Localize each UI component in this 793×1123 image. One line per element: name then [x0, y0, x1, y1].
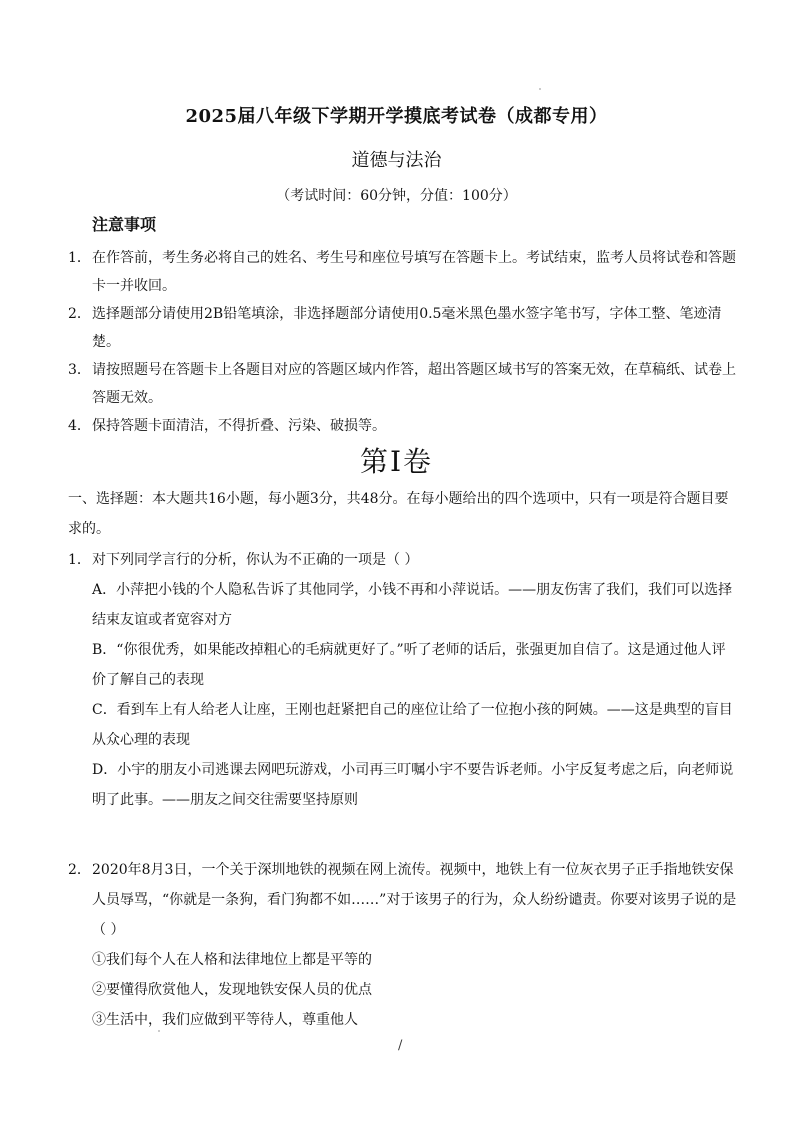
notice-number: 2．	[68, 306, 91, 322]
notice-item	[68, 356, 738, 412]
section-title: 第Ⅰ卷	[359, 445, 434, 478]
notice-text: 选择题部分请使用2B铅笔填涂，非选择题部分请使用0.5毫米黑色墨水签字笔书写，字体工整、笔迹清楚。	[92, 306, 722, 350]
section-intro: 一、选择题：本大题共16小题，每小题3分，共48分。在每小题给出的四个选项中，只有一项是符合题目要求的。	[68, 491, 729, 537]
notice-text: 在作答前，考生务必将自己的姓名、考生号和座位号填写在答题卡上。考试结束，监考人员将试卷和答题卡一并收回。	[92, 250, 736, 294]
option-c: C．看到车上有人给老人让座，王刚也赶紧把自己的座位让给了一位抱小孩的阿姨。——这是典型的盲目从众心理的表现	[92, 702, 733, 748]
statement-3: ③生活中，我们应做到平等待人，尊重他人	[92, 1012, 358, 1028]
page-footer-mark: /	[398, 1038, 403, 1053]
option-a: A．小萍把小钱的个人隐私告诉了其他同学，小钱不再和小萍说话。——朋友伤害了我们，我们可以选择结束友谊或者宽容对方	[92, 582, 733, 628]
notice-number: 3．	[68, 362, 91, 378]
exam-title: 2025届八年级下学期开学摸底考试卷（成都专用）	[185, 106, 608, 127]
statement-list	[68, 945, 738, 1035]
notice-item	[68, 244, 738, 300]
statement-2: ②要懂得欣赏他人，发现地铁安保人员的优点	[92, 982, 372, 998]
notice-number: 4．	[68, 418, 91, 434]
notice-item	[68, 300, 738, 356]
question-text: 对下列同学言行的分析，你认为不正确的一项是（ ）	[92, 552, 419, 568]
notice-text: 保持答题卡面清洁，不得折叠、污染、破损等。	[92, 418, 386, 434]
question-text: 2020年8月3日，一个关于深圳地铁的视频在网上流传。视频中，地铁上有一位灰衣男子正手指地铁安保人员辱骂，“你就是一条狗，看门狗都不如……”对于该男子的行为，众人纷纷谴责。你要对该男子说的是（ ）	[92, 862, 737, 938]
question-stem	[68, 855, 738, 945]
notice-heading: 注意事项	[92, 215, 157, 234]
question-1	[68, 545, 738, 815]
scan-speck	[539, 88, 541, 90]
notice-text: 请按照题号在答题卡上各题目对应的答题区域内作答，超出答题区域书写的答案无效，在草稿纸、试卷上答题无效。	[92, 362, 736, 406]
notice-item	[68, 412, 738, 440]
option-d: D．小宇的朋友小司逃课去网吧玩游戏，小司再三叮嘱小宇不要告诉老师。小宇反复考虑之后，向老师说明了此事。——朋友之间交往需要坚持原则	[92, 762, 734, 808]
option-list	[68, 575, 738, 815]
question-number: 2．	[68, 862, 91, 878]
exam-meta: （考试时间：60分钟，分值：100分）	[276, 188, 517, 204]
scan-speck	[158, 1030, 160, 1032]
option-b: B．“你很优秀，如果能改掉粗心的毛病就更好了。”听了老师的话后，张强更加自信了。这是通过他人评价了解自己的表现	[92, 642, 726, 688]
question-number: 1．	[68, 552, 91, 568]
exam-subject: 道德与法治	[351, 150, 442, 171]
notice-number: 1．	[68, 250, 91, 266]
question-2	[68, 855, 738, 1035]
question-stem	[68, 545, 738, 575]
notice-list	[68, 244, 738, 440]
statement-1: ①我们每个人在人格和法律地位上都是平等的	[92, 952, 372, 968]
